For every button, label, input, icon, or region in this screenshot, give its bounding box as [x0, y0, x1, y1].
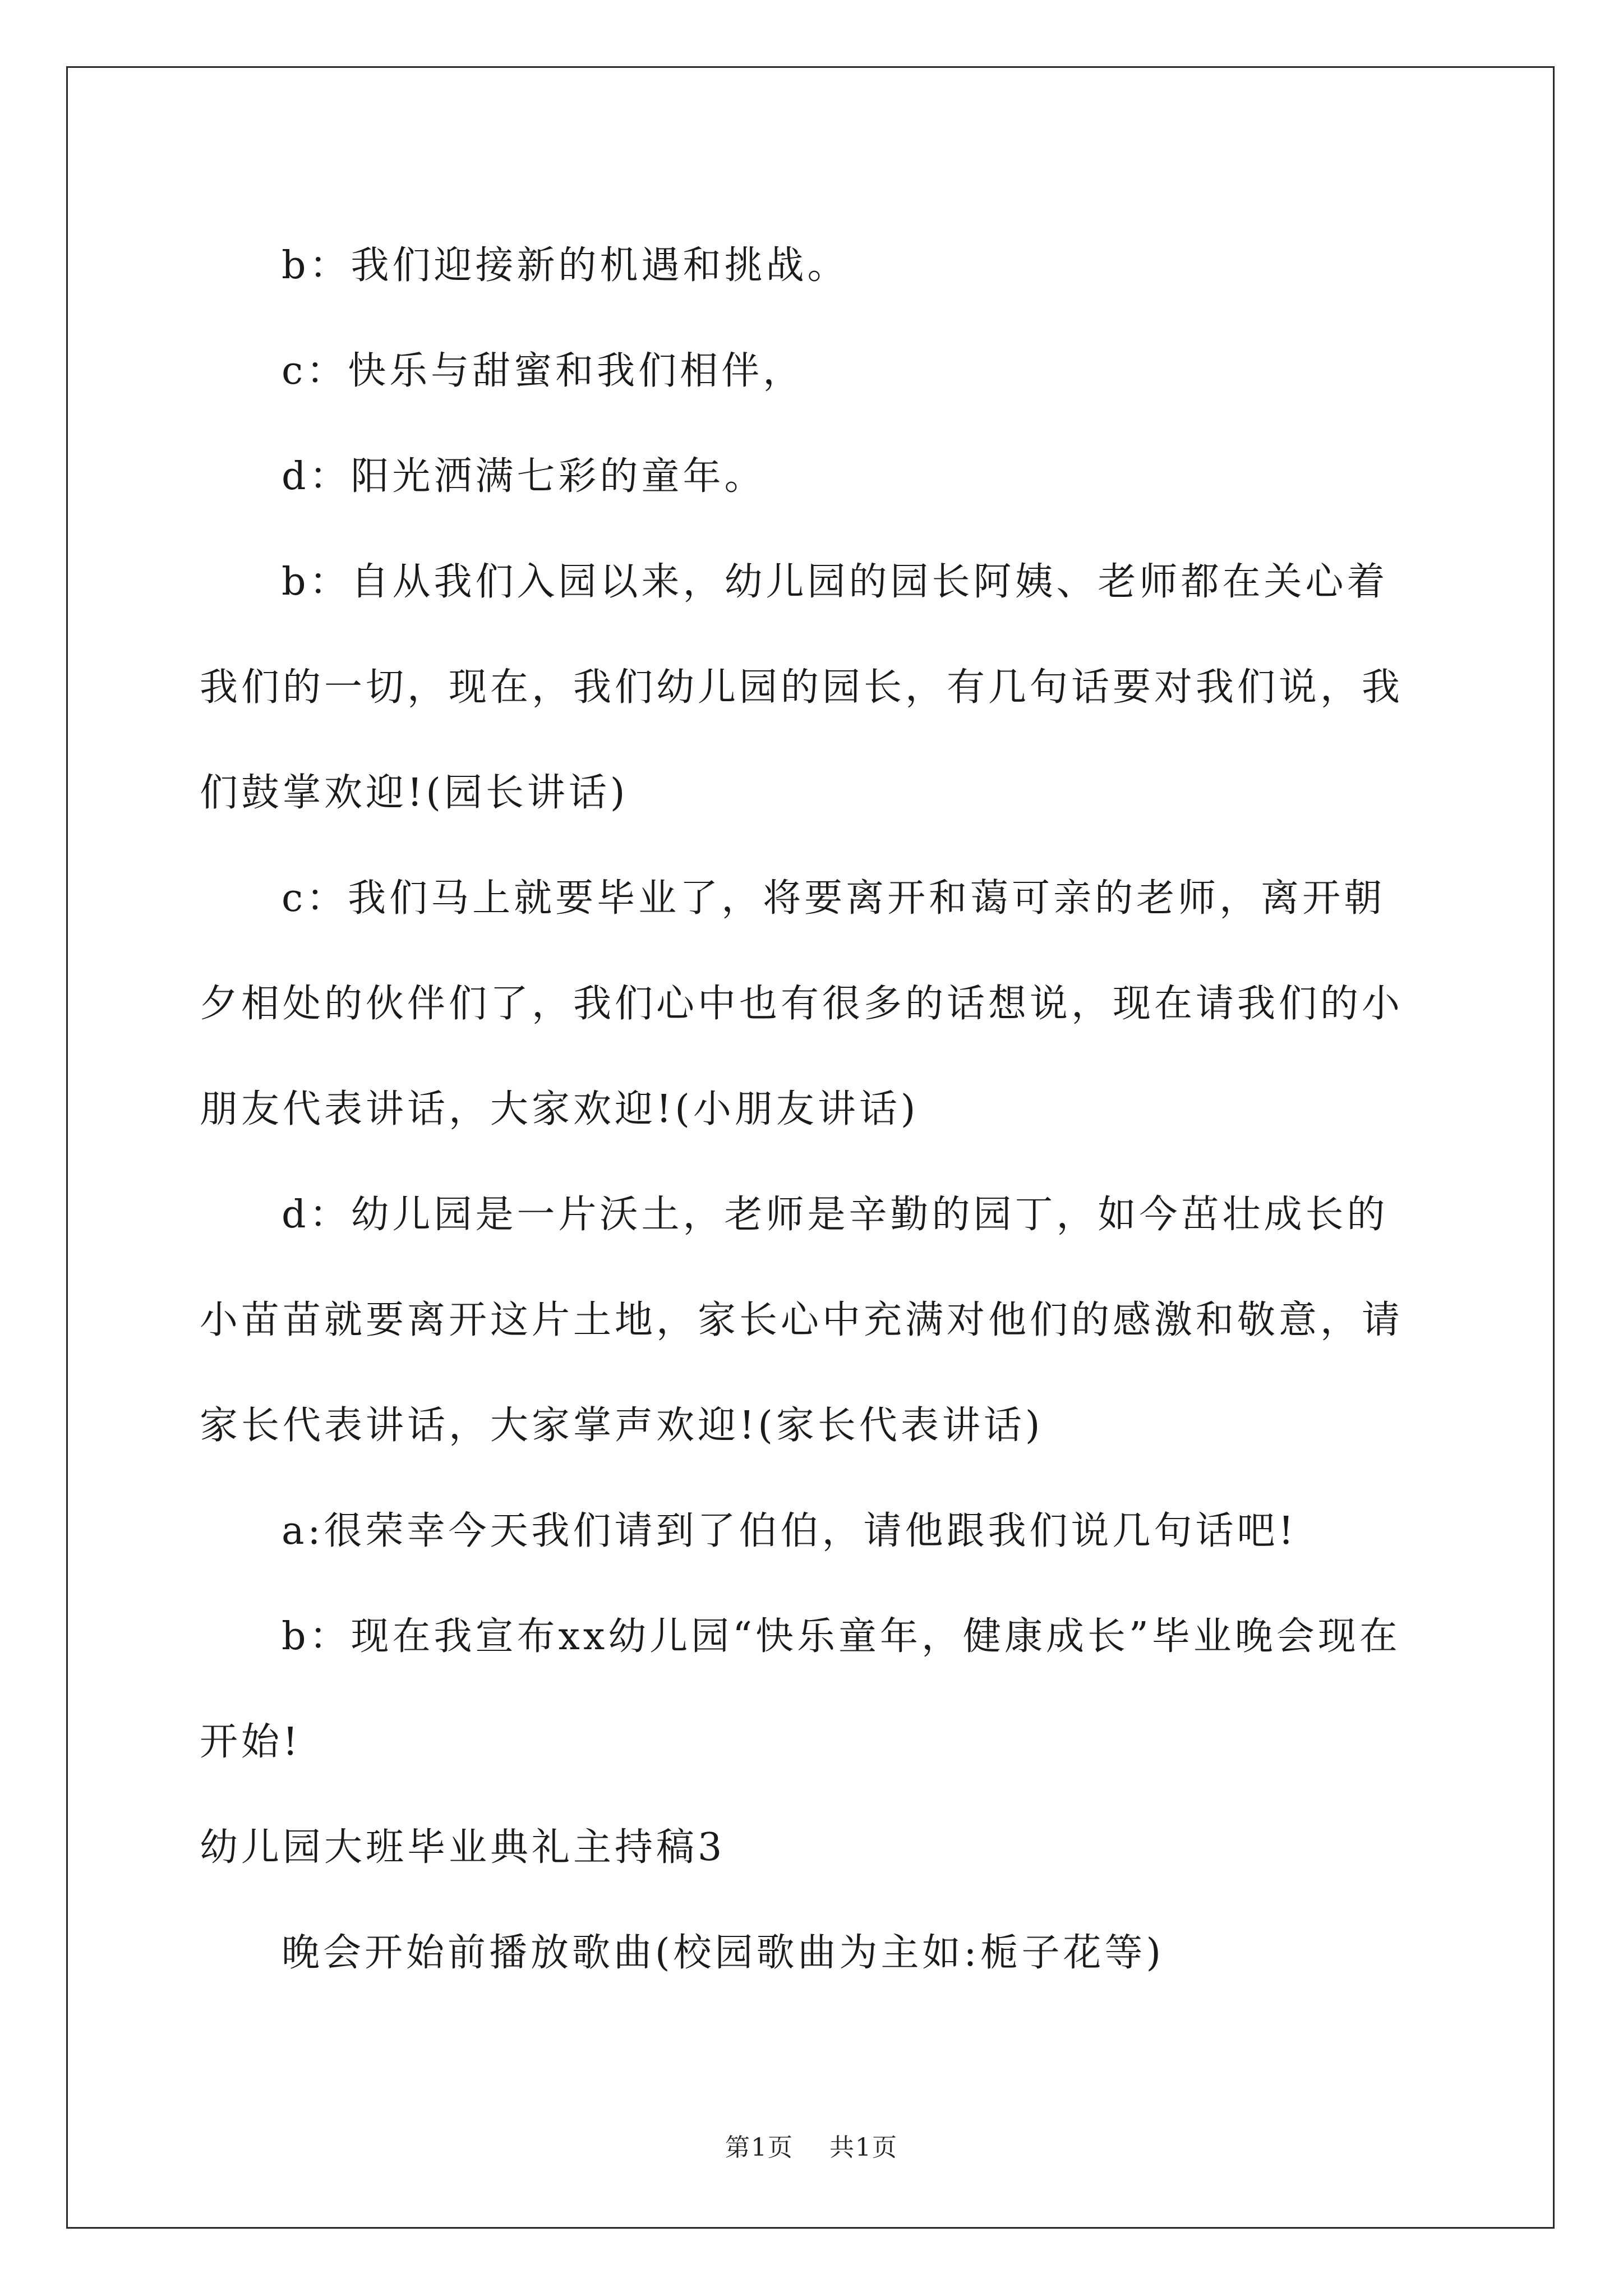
- page-number: 第1页: [725, 2133, 794, 2162]
- paragraph: b：现在我宣布xx幼儿园“快乐童年，健康成长”毕业晚会现在开始!: [200, 1614, 1401, 1764]
- page-total: 共1页: [829, 2133, 898, 2162]
- paragraph: d：幼儿园是一片沃土，老师是辛勤的园丁，如今茁壮成长的小苗苗就要离开这片土地，家长心中充满对他们的感激和敬意，请家长代表讲话，大家掌声欢迎!(家长代表讲话): [200, 1193, 1404, 1448]
- paragraph: a:很荣幸今天我们请到了伯伯，请他跟我们说几句话吧!: [282, 1509, 1297, 1553]
- paragraph: 晚会开始前播放歌曲(校园歌曲为主如:栀子花等): [282, 1931, 1164, 1975]
- document-body: [200, 213, 1424, 2006]
- paragraph: c：我们马上就要毕业了，将要离开和蔼可亲的老师，离开朝夕相处的伙伴们了，我们心中也有很多的话想说，现在请我们的小朋友代表讲话，大家欢迎!(小朋友讲话): [200, 876, 1404, 1131]
- page-footer: [0, 2127, 1623, 2163]
- paragraph: b：我们迎接新的机遇和挑战。: [282, 243, 849, 288]
- paragraph: c：快乐与甜蜜和我们相伴，: [282, 349, 805, 393]
- paragraph: d：阳光洒满七彩的童年。: [282, 454, 766, 499]
- section-title: 幼儿园大班毕业典礼主持稿3: [200, 1825, 726, 1870]
- paragraph: b：自从我们入园以来，幼儿园的园长阿姨、老师都在关心着我们的一切，现在，我们幼儿园的园长，有几句话要对我们说，我们鼓掌欢迎!(园长讲话): [200, 560, 1404, 815]
